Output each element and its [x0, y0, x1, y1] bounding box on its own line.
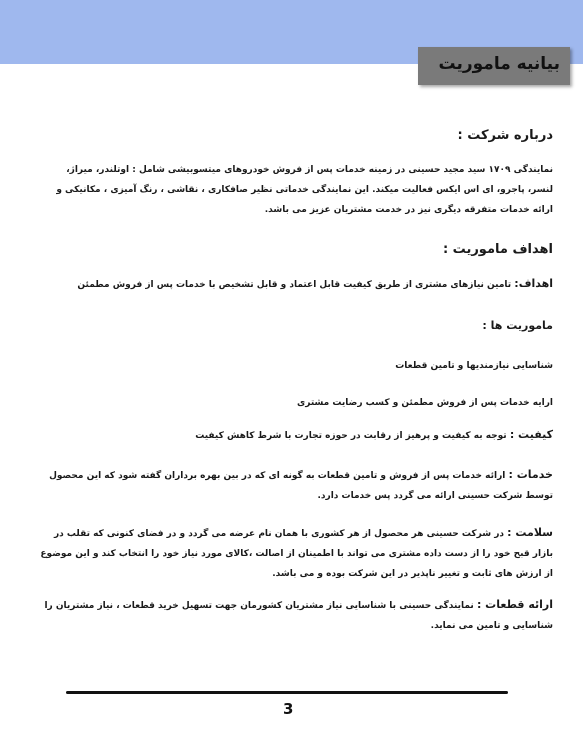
mission-item-2: ارایه خدمات پس از فروش مطمئن و کسب رضایت مشتری [296, 398, 553, 408]
quality-paragraph [40, 425, 553, 446]
footer-divider [66, 691, 508, 694]
goal-paragraph [40, 274, 553, 295]
health-label: سلامت : [507, 526, 553, 539]
health-text: در شرکت حسینی هر محصول از هر کشوری با همان نام عرضه می گردد و در فضای کنونی که تقلب در بازار قبح خود را از دست داده مشتری می تواند با اطمینان از اصالت ،کالای مورد نیاز خود را انتخاب کند و این موضوع از ارزش های ثابت و تغییر ناپذیر در این شرکت بوده و می باشد. [40, 529, 553, 579]
parts-paragraph [40, 595, 553, 636]
missions-heading: ماموریت ها : [482, 319, 553, 332]
parts-label: ارائه قطعات : [476, 598, 553, 611]
page-number: 3 [283, 700, 294, 718]
title-box [418, 47, 570, 85]
health-paragraph [40, 523, 553, 584]
about-text: نمایندگی ۱۷۰۹ سید مجید حسینی در زمینه خدمات پس از فروش خودروهای میتسوبیشی شامل : اوتلندر، میراژ، لنسر، پاجرو، ای اس ایکس فعالیت میکند. این نمایندگی خدماتی نظیر صافکاری ، نقاشی ، رنگ آمیزی ، مکانیکی و ارائه خدمات متفرقه دیگری نیز در خدمت مشتریان عزیز می باشد. [56, 165, 553, 215]
goal-label: اهداف: [514, 277, 553, 290]
mission-item-1: شناسایی نیازمندیها و تامین قطعات [395, 361, 553, 371]
goal-text: تامین نیازهای مشتری از طریق کیفیت قابل اعتماد و قابل تشخیص با خدمات پس از فروش مطمئن [77, 280, 512, 290]
parts-text: نمایندگی حسینی با شناسایی نیاز مشتریان کشورمان جهت تسهیل خرید قطعات ، نیاز مشتریان را شناسایی و تامین می نماید. [44, 601, 553, 631]
goals-heading: اهداف ماموریت : [442, 242, 553, 257]
quality-label: کیفیت : [509, 428, 553, 441]
quality-text: توجه به کیفیت و پرهیز از رقابت در حوزه تجارت با شرط کاهش کیفیت [195, 431, 507, 441]
about-heading: درباره شرکت : [457, 128, 553, 143]
page-title: بیانیه ماموریت [438, 54, 560, 74]
services-text: ارائه خدمات پس از فروش و تامین قطعات به گونه ای که در بین بهره برداران گفته شود که این محصول توسط شرکت حسینی ارائه می گردد پس خدمات دارد. [49, 471, 553, 501]
services-paragraph [40, 465, 553, 506]
services-label: خدمات : [508, 468, 553, 481]
